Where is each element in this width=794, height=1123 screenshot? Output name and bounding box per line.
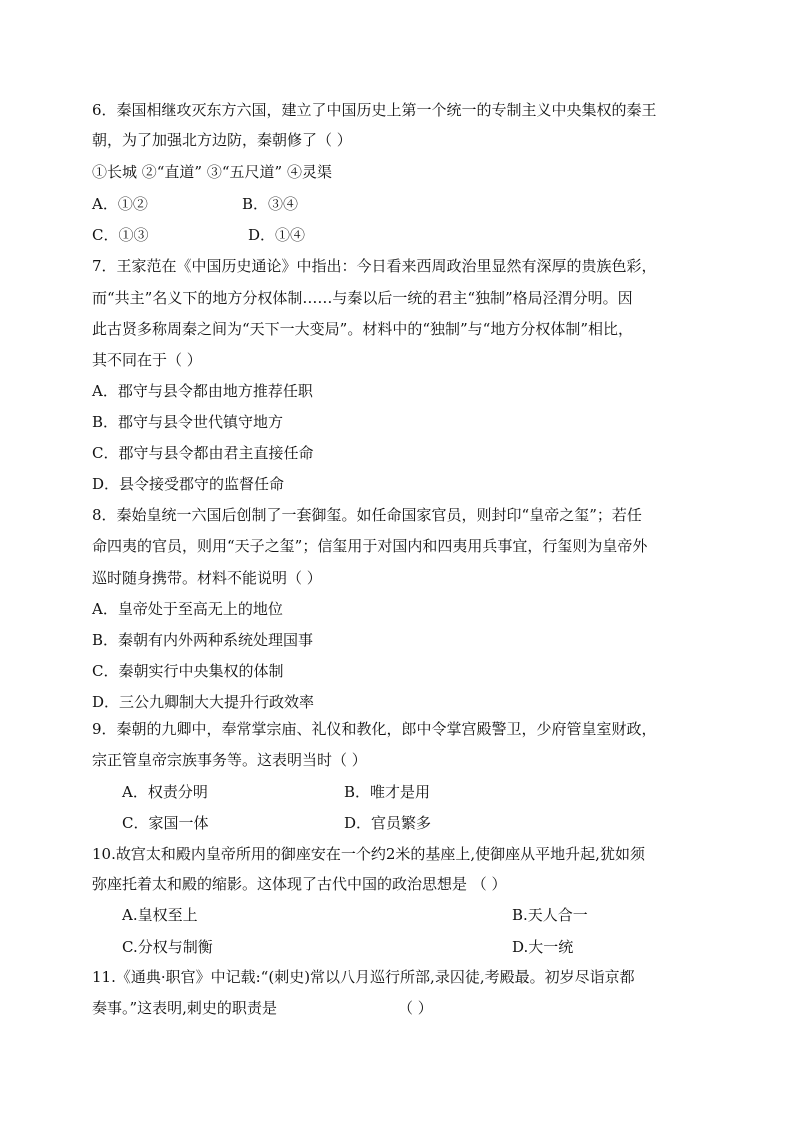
q9-stem-line-1: 9．秦朝的九卿中，奉常掌宗庙、礼仪和教化，郎中令掌宫殿警卫，少府管皇室财政， <box>92 720 657 738</box>
q10-stem-line-1: 10.故宫太和殿内皇帝所用的御座安在一个约2米的基座上,使御座从平地升起,犹如须 <box>92 845 645 863</box>
q9-option-b: B．唯才是用 <box>344 783 431 801</box>
q10-option-b: B.天人合一 <box>512 906 588 924</box>
q11-answer-paren: （ ） <box>398 999 433 1017</box>
q8-option-d: D．三公九卿制大大提升行政效率 <box>92 693 315 711</box>
q8-stem-line-3: 巡时随身携带。材料不能说明（ ） <box>92 569 322 587</box>
q8-stem-line-2: 命四夷的官员，则用“天子之玺”；信玺用于对国内和四夷用兵事宜，行玺则为皇帝外 <box>92 537 648 555</box>
q6-option-d: D．①④ <box>248 226 306 244</box>
q9-stem-line-2: 宗正管皇帝宗族事务等。这表明当时（ ） <box>92 751 367 769</box>
q9-option-c: C．家国一体 <box>122 814 209 832</box>
q6-stem-line-1: 6．秦国相继攻灭东方六国，建立了中国历史上第一个统一的专制主义中央集权的秦王 <box>92 101 657 119</box>
q7-stem-line-1: 7．王家范在《中国历史通论》中指出：今日看来西周政治里显然有深厚的贵族色彩， <box>92 257 657 275</box>
q9-option-a: A．权责分明 <box>122 783 208 801</box>
q6-option-a: A．①② <box>92 195 148 213</box>
q8-stem-line-1: 8．秦始皇统一六国后创制了一套御玺。如任命国家官员，则封印“皇帝之玺”；若任 <box>92 506 642 524</box>
q11-stem-line-1: 11.《通典·职官》中记载:“(刺史)常以八月巡行所部,录囚徒,考殿最。初岁尽诣京都 <box>92 968 635 986</box>
q7-stem-line-3: 此古贤多称周秦之间为“天下一大变局”。材料中的“独制”与“地方分权体制”相比， <box>92 320 634 338</box>
q10-option-c: C.分权与制衡 <box>122 938 213 956</box>
q7-stem-line-4: 其不同在于（ ） <box>92 351 202 369</box>
q7-option-c: C．郡守与县令都由君主直接任命 <box>92 444 314 462</box>
q11-stem-line-2: 奏事。”这表明,刺史的职责是 <box>92 999 277 1017</box>
q8-option-b: B．秦朝有内外两种系统处理国事 <box>92 631 314 649</box>
q8-option-a: A．皇帝处于至高无上的地位 <box>92 600 283 618</box>
q6-stem-line-2: 朝，为了加强北方边防，秦朝修了（ ） <box>92 131 352 149</box>
q9-option-d: D．官员繁多 <box>344 814 432 832</box>
q6-option-b: B．③④ <box>242 195 299 213</box>
q7-option-d: D．县令接受郡守的监督任命 <box>92 475 285 493</box>
q7-option-b: B．郡守与县令世代镇守地方 <box>92 413 284 431</box>
q10-option-a: A.皇权至上 <box>122 906 198 924</box>
q10-option-d: D.大一统 <box>512 938 574 956</box>
q7-stem-line-2: 而“共主”名义下的地方分权体制……与秦以后一统的君主“独制”格局泾渭分明。因 <box>92 289 633 307</box>
q10-stem-line-2: 弥座托着太和殿的缩影。这体现了古代中国的政治思想是 （ ） <box>92 875 507 893</box>
q6-option-c: C．①③ <box>92 226 149 244</box>
q6-items: ①长城 ②“直道” ③“五尺道” ④灵渠 <box>92 163 332 181</box>
q7-option-a: A．郡守与县令都由地方推荐任职 <box>92 382 313 400</box>
q8-option-c: C．秦朝实行中央集权的体制 <box>92 662 284 680</box>
